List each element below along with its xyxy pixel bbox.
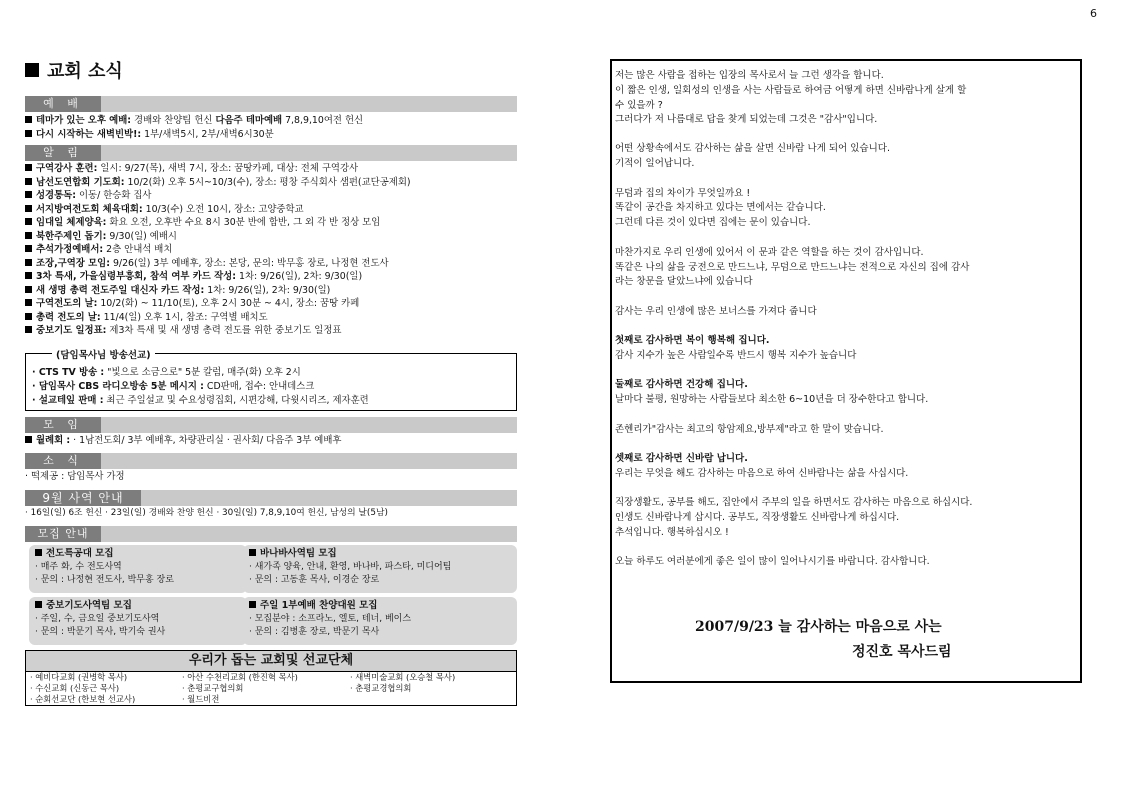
recruit-box-barnabas: 바나바사역팀 모집 · 새가족 양육, 안내, 환영, 바나바, 파스타, 미디어팀 · 문의 : 고동훈 목사, 이경순 장로: [243, 545, 517, 593]
square-bullet-icon: [35, 601, 42, 608]
page-title: 교회 소식: [25, 57, 123, 83]
mission-title: 우리가 돕는 교회및 선교단체: [26, 651, 516, 672]
recruit-box-intercession: 중보기도사역팀 모집 · 주일, 수, 금요일 중보기도사역 · 문의 : 박문기 목사, 박기숙 권사: [29, 597, 247, 645]
list-item: · 담임목사 CBS 라디오방송 5분 메시지 : CD판매, 접수: 안내데스크: [32, 381, 315, 392]
letter-line: 마찬가지로 우리 인생에 있어서 이 문과 같은 역할을 하는 것이 감사입니다.: [615, 247, 924, 258]
letter-line: 둘째로 감사하면 건강해 집니다.: [615, 379, 748, 390]
letter-line: 존헨리가"감사는 최고의 항암제요,방부제"라고 한 말이 맞습니다.: [615, 424, 884, 435]
letter-line: 첫째로 감사하면 복이 행복해 집니다.: [615, 335, 770, 346]
letter-line: 어떤 상황속에서도 감사하는 삶을 살면 신바람 나게 되어 있습니다.: [615, 143, 890, 154]
duty-list: [25, 507, 517, 521]
square-bullet-icon: [25, 116, 32, 123]
list-item: · 떡제공 : 담임목사 가정: [25, 471, 125, 482]
letter-line: 날마다 불평, 원망하는 사람들보다 최소한 6~10년을 더 장수한다고 합니다.: [615, 394, 929, 405]
letter-line: 라는 창문을 달았느냐에 있습니다: [615, 276, 753, 287]
news-list: [25, 470, 517, 484]
mission-partners-box: [25, 650, 517, 706]
section-recruit: 모집 안내: [25, 526, 517, 542]
letter-line: 수 있을까 ?: [615, 100, 663, 111]
square-bullet-icon: [25, 218, 32, 225]
signature-name: 정진호 목사드림: [852, 644, 952, 660]
list-item: 남선도연합회 기도회: 10/2(화) 오후 5시~10/3(수), 장소: 평창 주식회사 샘펀(교단공제회): [25, 176, 517, 190]
square-bullet-icon: [249, 549, 256, 556]
meeting-list: [25, 434, 517, 448]
list-item: 구역전도의 날: 10/2(화) ~ 11/10(토), 오후 2시 30분 ~ 4시, 장소: 꿈땅 카페: [25, 297, 517, 311]
list-item: 다시 시작하는 새벽빈박!: 1부/새벽5시, 2부/새벽6시30분: [25, 128, 517, 142]
square-bullet-icon: [25, 178, 32, 185]
square-bullet-icon: [25, 436, 32, 443]
list-item: · 설교테잎 판매 : 최근 주일설교 및 수요성령집회, 시편강해, 다윗시리즈, 제자훈련: [32, 395, 369, 406]
square-bullet-icon: [25, 63, 39, 77]
list-item: 테마가 있는 오후 예배: 경배와 찬양팀 헌신 다음주 테마예배 7,8,9,10여전 헌신: [25, 114, 517, 128]
letter-line: 인생도 신바람나게 삽시다. 공부도, 직장생활도 신바람나게 하십시다.: [615, 512, 900, 523]
letter-line: 오늘 하루도 여러분에게 좋은 일이 많이 일어나시기를 바랍니다. 감사합니다.: [615, 556, 930, 567]
square-bullet-icon: [249, 601, 256, 608]
letter-line: 우리는 무엇을 해도 감사하는 마음으로 하여 신바람나는 삶을 사십시다.: [615, 468, 909, 479]
list-item: 조장,구역장 모임: 9/26(일) 3부 예배후, 장소: 본당, 문의: 박무홍 장로, 나정현 전도사: [25, 257, 517, 271]
page-number: 6: [1090, 7, 1097, 20]
square-bullet-icon: [25, 130, 32, 137]
section-notice: 알 림: [25, 145, 517, 161]
list-item: 서지방여전도회 체육대회: 10/3(수) 오전 10시, 장소: 고양중학교: [25, 203, 517, 217]
letter-line: 무덤과 집의 차이가 무엇일까요 !: [615, 188, 751, 199]
square-bullet-icon: [25, 272, 32, 279]
recruit-box-title: 주일 1부예배 찬양대원 모집: [249, 599, 511, 613]
mission-item: · 수신교회 (신동근 목사): [30, 683, 120, 693]
list-item: 구역강사 훈련: 일시: 9/27(목), 새벽 7시, 장소: 꿈땅카페, 대상: 전체 구역강사: [25, 162, 517, 176]
letter-line: 감사 지수가 높은 사람일수록 반드시 행복 지수가 높습니다: [615, 350, 857, 361]
letter-line: 똑같이 공간을 차지하고 있다는 면에서는 같습니다.: [615, 202, 826, 213]
broadcast-lines: [32, 366, 369, 408]
list-item: 총력 전도의 날: 11/4(일) 오후 1시, 참조: 구역별 배치도: [25, 311, 517, 325]
letter-line: 셋째로 감사하면 신바람 납니다.: [615, 453, 748, 464]
section-news: 소 식: [25, 453, 517, 469]
recruit-box-title: 중보기도사역팀 모집: [35, 599, 241, 613]
mission-list: [26, 672, 516, 705]
mission-item: · 새벽미술교회 (오승철 목사): [350, 672, 456, 682]
letter-line: 그런데 다른 것이 있다면 집에는 문이 있습니다.: [615, 217, 811, 228]
letter-line: 똑같은 나의 삶을 궁전으로 만드느냐, 무덤으로 만드느냐는 전적으로 자신의 집에 감사: [615, 262, 970, 273]
square-bullet-icon: [25, 313, 32, 320]
letter-line: 감사는 우리 인생에 많은 보너스를 가져다 줍니다: [615, 306, 817, 317]
mission-item: · 순회선교단 (한보현 선교사): [30, 694, 136, 704]
mission-item: · 춘평교구협의회: [182, 683, 244, 693]
notice-list: [25, 162, 517, 338]
square-bullet-icon: [35, 549, 42, 556]
mission-item: · 월드비전: [182, 694, 220, 704]
square-bullet-icon: [25, 164, 32, 171]
letter-line: 이 짧은 인생, 일회성의 인생을 사는 사람들로 하여금 어떻게 하면 신바람나게 살게 할: [615, 85, 967, 96]
signature-line: 2007/9/23 늘 감사하는 마음으로 사는: [695, 619, 942, 635]
mission-item: [350, 694, 520, 705]
letter-line: 직장생활도, 공부를 해도, 집안에서 주부의 일을 하면서도 감사하는 마음으로 하십시다.: [615, 497, 973, 508]
mission-item: · 춘평교경협의회: [350, 683, 412, 693]
letter-line: 기적이 일어납니다.: [615, 158, 695, 169]
list-item: 추석가정예배서: 2층 안내석 배치: [25, 243, 517, 257]
list-item: 월례회 : · 1남전도회/ 3부 예배후, 차량관리실 · 권사회/ 다음주 3부 예배후: [25, 434, 517, 448]
square-bullet-icon: [25, 259, 32, 266]
recruit-box-choir: 주일 1부예배 찬양대원 모집 · 모집분야 : 소프라노, 엘토, 테너, 베이스 · 문의 : 김병훈 장로, 박문기 목사: [243, 597, 517, 645]
letter-line: 저는 많은 사람을 접하는 입장의 목사로서 늘 그런 생각을 합니다.: [615, 70, 884, 81]
square-bullet-icon: [25, 205, 32, 212]
list-item: 3차 특새, 가을심령부흥회, 참석 여부 카드 작성: 1차: 9/26(일), 2차: 9/30(일): [25, 270, 517, 284]
list-item: 성경통독: 이동/ 한승화 집사: [25, 189, 517, 203]
square-bullet-icon: [25, 299, 32, 306]
letter-line: 추석입니다. 행복하십시오 !: [615, 527, 729, 538]
mission-item: · 예비다교회 (권병학 목사): [30, 672, 128, 682]
mission-item: · 아산 수천리교회 (한진혁 목사): [182, 672, 298, 682]
broadcast-box: (담임목사님 방송선교) · CTS TV 방송 : "빛으로 소금으로" 5분 칼럼, 매주(화) 오후 2시 · 담임목사 CBS 라디오방송 5분 메시지 : CD판매, 접수: 안내데스크 · 설교테잎 판매 : 최근 주일설교 및 수요성령집회, 시편강해, 다윗시리즈, 제자훈련: [25, 353, 517, 411]
section-meeting: 모 임: [25, 417, 517, 433]
list-item: 중보기도 일정표: 제3차 특새 및 새 생명 총력 전도를 위한 중보기도 일정표: [25, 324, 517, 338]
worship-list: [25, 114, 517, 141]
pastor-letter-box: [610, 59, 1082, 683]
recruit-box-title: 전도특공대 모집: [35, 547, 241, 561]
letter-line: 그러다가 저 나름대로 답을 찾게 되었는데 그것은 "감사"입니다.: [615, 114, 878, 125]
list-item: 북한주제인 돕기: 9/30(일) 예배시: [25, 230, 517, 244]
section-worship: 예 배: [25, 96, 517, 112]
list-item: 임대일 체제양육: 화요 오전, 오후반 수요 8시 30분 반에 합반, 그 외 각 반 정상 모임: [25, 216, 517, 230]
square-bullet-icon: [25, 326, 32, 333]
square-bullet-icon: [25, 191, 32, 198]
section-duty: 9월 사역 안내: [25, 490, 517, 506]
square-bullet-icon: [25, 245, 32, 252]
square-bullet-icon: [25, 286, 32, 293]
square-bullet-icon: [25, 232, 32, 239]
list-item: · 16일(일) 6조 헌신 · 23일(일) 경배와 찬양 헌신 · 30일(일) 7,8,9,10여 헌신, 남성의 날(5남): [25, 508, 388, 518]
list-item: · CTS TV 방송 : "빛으로 소금으로" 5분 칼럼, 매주(화) 오후 2시: [32, 367, 301, 378]
recruit-box-evangelism: 전도특공대 모집 · 매주 화, 수 전도사역 · 문의 : 나정현 전도사, 박무홍 장로: [29, 545, 247, 593]
recruit-box-title: 바나바사역팀 모집: [249, 547, 511, 561]
list-item: 새 생명 총력 전도주일 대신자 카드 작성: 1차: 9/26(일), 2차: 9/30(일): [25, 284, 517, 298]
